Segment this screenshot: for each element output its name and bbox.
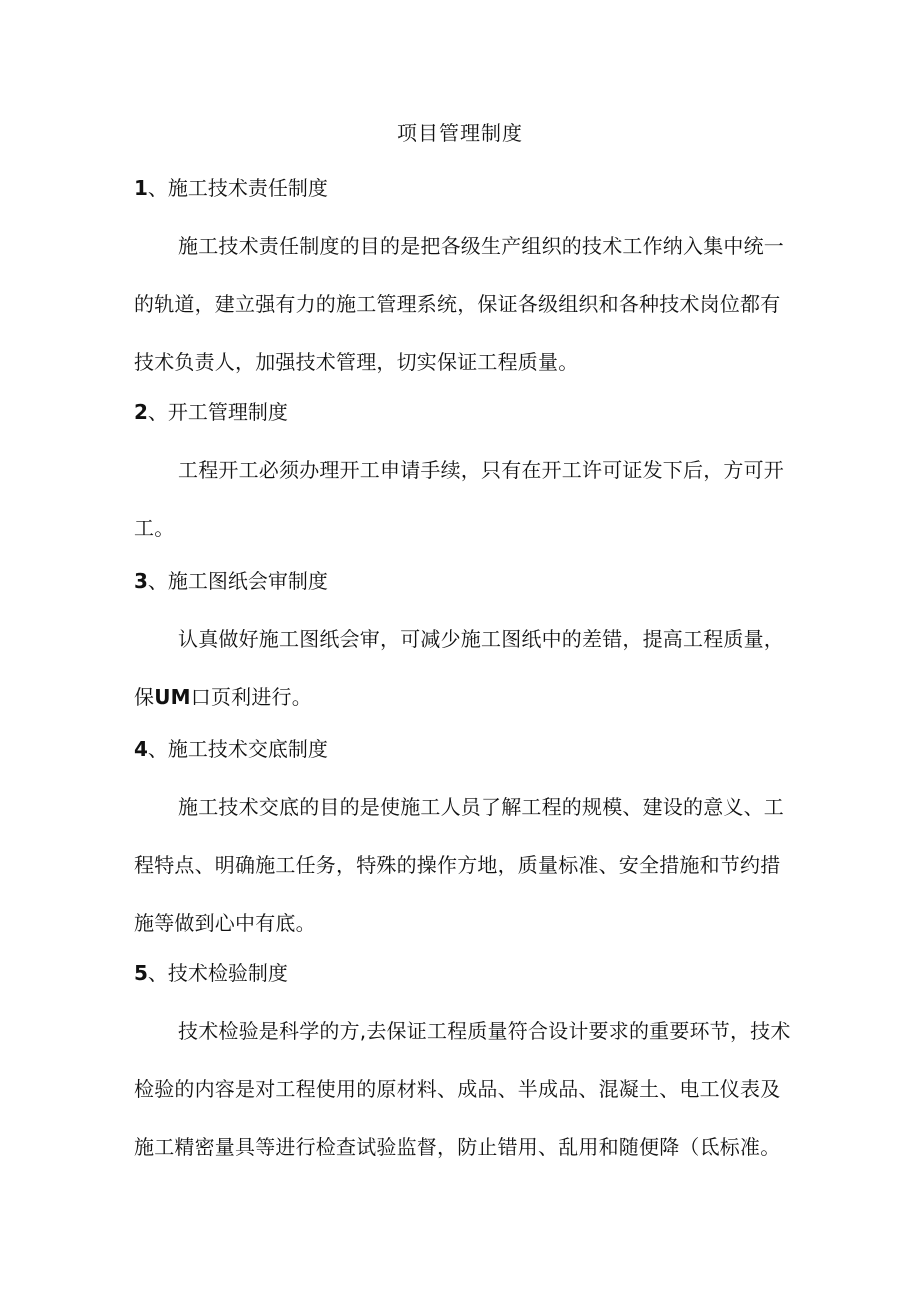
section-1-heading [134,173,328,203]
section-number: 3 [134,569,148,593]
section-3-body [134,610,794,726]
page-title: 项目管理制度 [397,121,523,145]
section-heading-text: 、施工技术交底制度 [147,737,328,761]
section-heading-text: 、施工图纸会审制度 [147,569,328,593]
body-text-bold: UM [154,685,191,709]
section-number: 2 [134,400,148,424]
section-5-heading [134,958,288,988]
body-text: 认真做好施工图纸会审，可减少施工图纸中的差错，提高工程质量，保 [134,627,784,709]
section-number: 4 [134,737,148,761]
section-3-heading [134,566,328,596]
section-1-body: 施工技术责任制度的目的是把各级生产组织的技术工作纳入集中统一的轨道，建立强有力的施工管理系统，保证各级组织和各种技术岗位都有技术负责人，加强技术管理，切实保证工程质量。 [134,234,784,374]
section-number: 1 [134,176,148,200]
body-text: 口页利进行。 [190,685,312,709]
section-4-heading [134,734,328,764]
section-number: 5 [134,961,148,985]
section-heading-text: 、施工技术责任制度 [147,176,328,200]
section-4-body: 施工技术交底的目的是使施工人员了解工程的规模、建设的意义、工程特点、明确施工任务，特殊的操作方地，质量标准、安全措施和节约措施等做到心中有底。 [134,795,784,935]
section-heading-text: 、技术检验制度 [147,961,288,985]
section-heading-text: 、开工管理制度 [147,400,288,424]
section-2-heading [134,397,288,427]
section-2-body: 工程开工必须办理开工申请手续，只有在开工许可证发下后，方可开工。 [134,458,784,540]
section-5-body: 技术检验是科学的方,去保证工程质量符合设计要求的重要环节，技术检验的内容是对工程使用的原材料、成品、半成品、混凝土、电工仪表及施工精密量具等进行检查试验监督，防止错用、乱用和随便降（氐标准。 [134,1019,791,1159]
